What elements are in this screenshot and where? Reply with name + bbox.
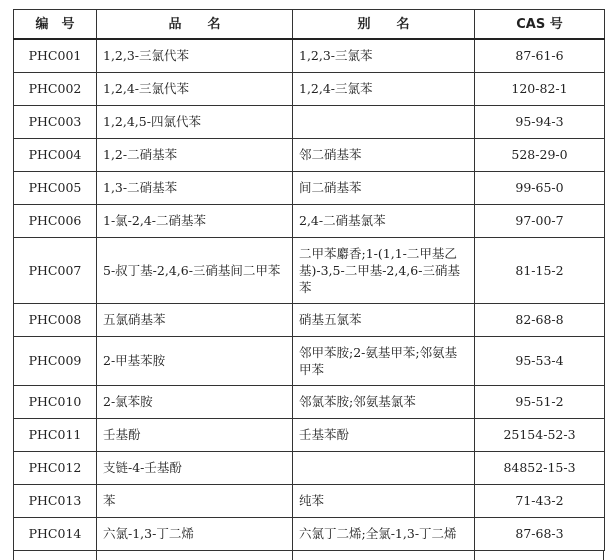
column-divider [96, 551, 97, 560]
cell-name: 六氯-1,3-丁二烯 [97, 517, 293, 550]
cell-cas: 87-68-3 [475, 517, 605, 550]
cell-alias: 壬基苯酚 [293, 418, 475, 451]
cell-cas: 95-53-4 [475, 336, 605, 385]
cell-name: 1,2,4-三氯代苯 [97, 72, 293, 105]
header-cas: CAS 号 [475, 10, 605, 40]
cell-cas: 95-51-2 [475, 385, 605, 418]
cell-name: 1,2,4,5-四氯代苯 [97, 105, 293, 138]
table-row [14, 451, 605, 484]
cell-cas: 84852-15-3 [475, 451, 605, 484]
cell-code: PHC002 [14, 72, 97, 105]
cell-cas: 95-94-3 [475, 105, 605, 138]
cell-code: PHC001 [14, 39, 97, 72]
cell-cas: 25154-52-3 [475, 418, 605, 451]
cell-code: PHC006 [14, 204, 97, 237]
cell-cas: 120-82-1 [475, 72, 605, 105]
cell-name: 1,2,3-三氯代苯 [97, 39, 293, 72]
table-row [14, 39, 605, 72]
cell-code: PHC008 [14, 303, 97, 336]
cell-code: PHC009 [14, 336, 97, 385]
cell-cas: 97-00-7 [475, 204, 605, 237]
cell-code: PHC013 [14, 484, 97, 517]
cell-name: 五氯硝基苯 [97, 303, 293, 336]
cell-alias: 邻氯苯胺;邻氨基氯苯 [293, 385, 475, 418]
cell-code: PHC014 [14, 517, 97, 550]
cell-name: 支链-4-壬基酚 [97, 451, 293, 484]
cell-cas: 82-68-8 [475, 303, 605, 336]
cell-alias: 邻二硝基苯 [293, 138, 475, 171]
cell-name: 5-叔丁基-2,4,6-三硝基间二甲苯 [97, 237, 293, 303]
header-alias: 别 名 [293, 10, 475, 40]
table-row [14, 303, 605, 336]
table-row [14, 385, 605, 418]
table-row [14, 105, 605, 138]
cell-alias: 六氯丁二烯;全氯-1,3-丁二烯 [293, 517, 475, 550]
cell-name: 2-甲基苯胺 [97, 336, 293, 385]
table-row [14, 171, 605, 204]
cell-alias: 间二硝基苯 [293, 171, 475, 204]
cell-name: 2-氯苯胺 [97, 385, 293, 418]
table-row [14, 517, 605, 550]
cell-cas: 71-43-2 [475, 484, 605, 517]
table-row [14, 72, 605, 105]
cell-alias: 邻甲苯胺;2-氨基甲苯;邻氨基甲苯 [293, 336, 475, 385]
cell-code: PHC011 [14, 418, 97, 451]
cell-name: 1,3-二硝基苯 [97, 171, 293, 204]
cell-code: PHC010 [14, 385, 97, 418]
column-divider [474, 551, 475, 560]
cell-code: PHC007 [14, 237, 97, 303]
header-code: 编 号 [14, 10, 97, 40]
chemical-table [13, 9, 605, 551]
header-name: 品 名 [97, 10, 293, 40]
table-row [14, 484, 605, 517]
cell-cas: 87-61-6 [475, 39, 605, 72]
cell-code: PHC003 [14, 105, 97, 138]
cell-cas: 81-15-2 [475, 237, 605, 303]
cell-code: PHC005 [14, 171, 97, 204]
cell-alias: 二甲苯麝香;1-(1,1-二甲基乙基)-3,5-二甲基-2,4,6-三硝基苯 [293, 237, 475, 303]
table-row [14, 138, 605, 171]
table-continuation [13, 551, 604, 560]
cell-alias: 纯苯 [293, 484, 475, 517]
table-row [14, 237, 605, 303]
cell-name: 壬基酚 [97, 418, 293, 451]
cell-code: PHC012 [14, 451, 97, 484]
cell-alias: 1,2,3-三氯苯 [293, 39, 475, 72]
table-header-row [14, 10, 605, 40]
cell-alias: 硝基五氯苯 [293, 303, 475, 336]
cell-name: 1-氯-2,4-二硝基苯 [97, 204, 293, 237]
cell-alias [293, 451, 475, 484]
table-row [14, 204, 605, 237]
cell-name: 苯 [97, 484, 293, 517]
cell-alias: 2,4-二硝基氯苯 [293, 204, 475, 237]
table-row [14, 418, 605, 451]
cell-code: PHC004 [14, 138, 97, 171]
cell-name: 1,2-二硝基苯 [97, 138, 293, 171]
table-row [14, 336, 605, 385]
cell-alias: 1,2,4-三氯苯 [293, 72, 475, 105]
cell-cas: 528-29-0 [475, 138, 605, 171]
cell-alias [293, 105, 475, 138]
column-divider [292, 551, 293, 560]
cell-cas: 99-65-0 [475, 171, 605, 204]
